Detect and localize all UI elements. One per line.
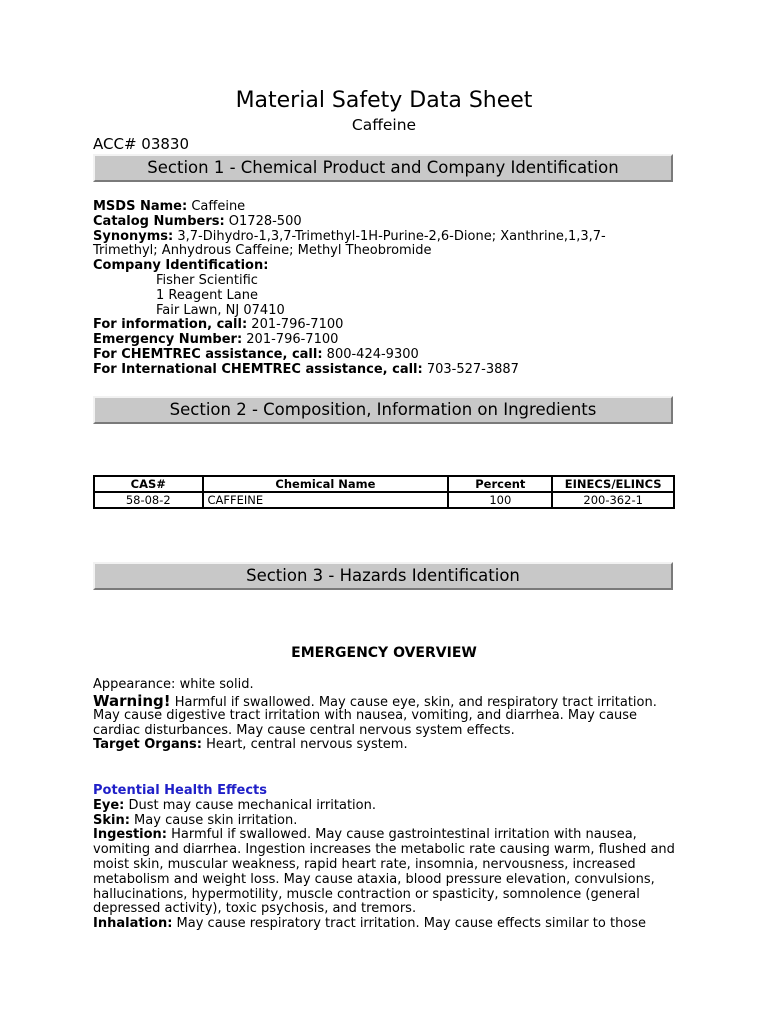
eye-row	[93, 799, 678, 814]
warning-text-3: cardiac disturbances. May cause central nervous system effects.	[93, 722, 515, 738]
cell-chemical-name: CAFFEINE	[203, 492, 449, 508]
msds-name-label: MSDS Name:	[93, 199, 188, 214]
header-cas: CAS#	[94, 476, 203, 492]
section-2-heading: Section 2 - Composition, Information on Ingredients	[93, 396, 673, 424]
msds-name-row	[93, 200, 678, 215]
warning-text-1: Harmful if swallowed. May cause eye, skin, and respiratory tract irritation.	[170, 694, 657, 710]
emergency-overview-body	[93, 678, 678, 753]
ingestion-label: Ingestion:	[93, 827, 168, 843]
page-title: Material Safety Data Sheet	[235, 88, 533, 113]
warning-text-2: May cause digestive tract irritation with nausea, vomiting, and diarrhea. May cause	[93, 707, 638, 723]
header-chemical-name: Chemical Name	[203, 476, 449, 492]
section-1-body	[93, 200, 678, 378]
intl-chemtrec-value: 703-527-3887	[422, 361, 519, 377]
chemtrec-value: 800-424-9300	[322, 346, 419, 362]
acc-number: ACC# 03830	[93, 135, 189, 153]
emergency-value: 201-796-7100	[242, 332, 339, 348]
cell-percent: 100	[448, 492, 552, 508]
emergency-label: Emergency Number:	[93, 332, 243, 348]
warning-row	[93, 693, 678, 709]
ingredients-table	[93, 475, 675, 509]
chemtrec-label: For CHEMTREC assistance, call:	[93, 346, 323, 362]
header-einecs: EINECS/ELINCS	[552, 476, 674, 492]
emergency-overview-title: EMERGENCY OVERVIEW	[291, 645, 477, 661]
synonyms-row	[93, 230, 678, 245]
emergency-row	[93, 333, 678, 348]
appearance-text: Appearance: white solid.	[93, 677, 254, 692]
synonyms-row-2	[93, 244, 678, 259]
potential-health-effects	[93, 784, 678, 932]
warning-label: Warning!	[93, 691, 171, 710]
skin-value: May cause skin irritation.	[129, 812, 298, 828]
company-name: Fisher Scientific	[156, 272, 258, 288]
catalog-label: Catalog Numbers:	[93, 213, 225, 229]
table-header-row	[94, 476, 674, 492]
company-label: Company Identification:	[93, 258, 269, 274]
ingestion-text-3: moist skin, muscular weakness, rapid heart rate, insomnia, nervousness, increased	[93, 856, 636, 872]
cell-einecs: 200-362-1	[552, 492, 674, 508]
ingestion-text-5: hallucinations, hypermotility, muscle contraction or spasticity, somnolence (general	[93, 886, 640, 902]
page-subtitle: Caffeine	[351, 116, 417, 134]
skin-row	[93, 814, 678, 829]
table-row	[94, 492, 674, 508]
target-organs-label: Target Organs:	[93, 737, 202, 753]
section-3-heading: Section 3 - Hazards Identification	[93, 562, 673, 590]
info-value: 201-796-7100	[247, 317, 344, 333]
company-row	[93, 259, 678, 274]
eye-label: Eye:	[93, 797, 125, 813]
potential-health-effects-title: Potential Health Effects	[93, 783, 267, 798]
synonyms-label: Synonyms:	[93, 228, 174, 244]
section-1-heading: Section 1 - Chemical Product and Company Identification	[93, 154, 673, 182]
ingestion-row	[93, 828, 678, 843]
catalog-value: O1728-500	[224, 213, 302, 229]
msds-name-value: Caffeine	[187, 199, 246, 214]
info-row	[93, 318, 678, 333]
inhalation-label: Inhalation:	[93, 916, 173, 932]
ingestion-text-1: Harmful if swallowed. May cause gastrointestinal irritation with nausea,	[167, 827, 637, 843]
eye-value: Dust may cause mechanical irritation.	[124, 797, 376, 813]
target-organs-row	[93, 738, 678, 753]
target-organs-value: Heart, central nervous system.	[201, 737, 408, 753]
synonyms-value-2: Trimethyl; Anhydrous Caffeine; Methyl Theobromide	[93, 243, 432, 259]
synonyms-value-1: 3,7-Dihydro-1,3,7-Trimethyl-1H-Purine-2,6-Dione; Xanthrine,1,3,7-	[173, 228, 606, 244]
catalog-row	[93, 215, 678, 230]
company-street: 1 Reagent Lane	[156, 287, 258, 303]
chemtrec-row	[93, 348, 678, 363]
intl-chemtrec-row	[93, 363, 678, 378]
company-city: Fair Lawn, NJ 07410	[156, 302, 285, 318]
ingestion-text-4: metabolism and weight loss. May cause ataxia, blood pressure elevation, convulsions,	[93, 871, 655, 887]
ingestion-text-2: vomiting and diarrhea. Ingestion increases the metabolic rate causing warm, flushed and	[93, 842, 675, 858]
inhalation-value: May cause respiratory tract irritation. May cause effects similar to those	[172, 916, 647, 932]
header-percent: Percent	[448, 476, 552, 492]
intl-chemtrec-label: For International CHEMTREC assistance, call:	[93, 361, 423, 377]
inhalation-row	[93, 917, 678, 932]
skin-label: Skin:	[93, 812, 130, 828]
ingestion-text-6: depressed activity), toxic psychosis, and tremors.	[93, 901, 417, 917]
info-label: For information, call:	[93, 317, 248, 333]
cell-cas: 58-08-2	[94, 492, 203, 508]
